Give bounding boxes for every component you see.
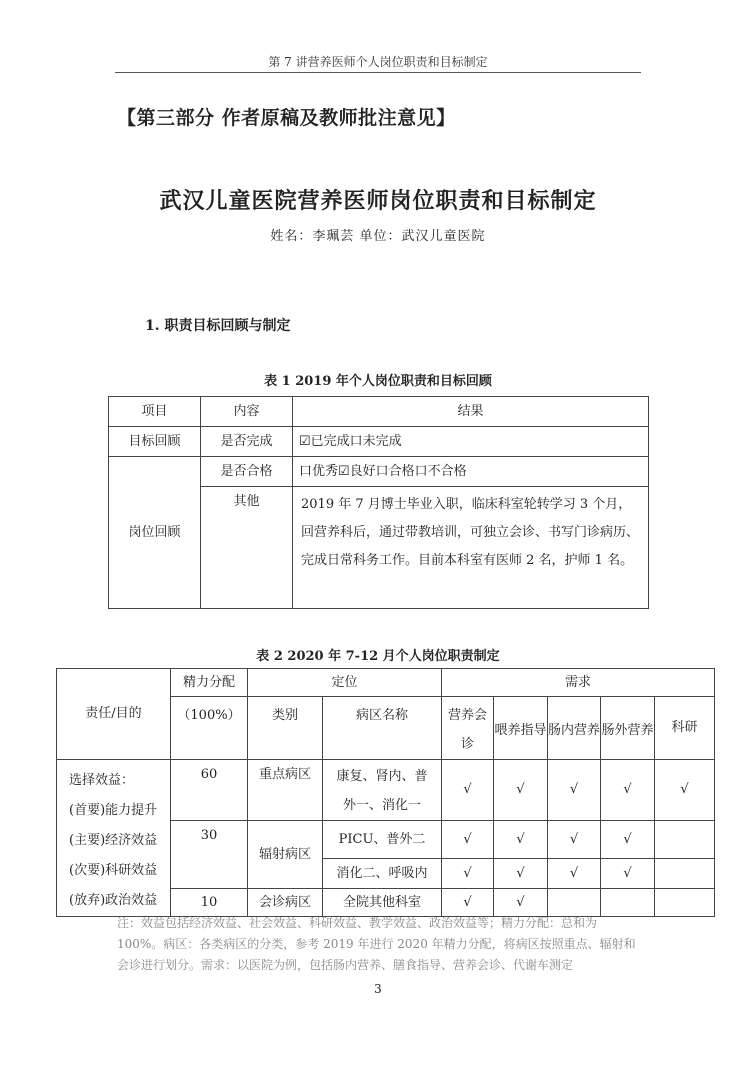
table2-mark-cell: √ [494,889,548,917]
table2-mark-cell: √ [442,760,494,821]
table2-responsibility-cell [57,760,171,917]
responsibility-line: (放弃)政治效益 [69,893,158,908]
table2-mark-cell: √ [601,760,655,821]
table2-ward-cell: 全院其他科室 [323,889,442,917]
table2-mark-cell: √ [548,821,601,859]
table2-header-need: 肠外营养 [601,697,655,760]
table-row [109,427,649,457]
table2-mark-cell [655,889,715,917]
table1-header-content: 内容 [201,397,293,427]
table-row [57,669,715,697]
table2-mark-cell: √ [601,859,655,889]
table-row [109,397,649,427]
running-header: 第 7 讲营养医师个人岗位职责和目标制定 [268,55,488,69]
table1 [108,396,649,609]
table2-header-need: 营养会诊 [442,697,494,760]
responsibility-line: 选择效益： [69,773,135,788]
document-title: 武汉儿童医院营养医师岗位职责和目标制定 [159,188,597,214]
table2-header-need: 科研 [655,697,715,760]
table2-effort-cell: 60 [171,760,248,821]
table1-cell: 是否合格 [201,457,293,487]
table2-category-cell: 会诊病区 [248,889,323,917]
table1-cell: ☑已完成口未完成 [293,427,649,457]
table2 [56,668,715,917]
table1-cell: 是否完成 [201,427,293,457]
section-heading: 1. 职责目标回顾与制定 [145,318,291,334]
table2-mark-cell: √ [442,889,494,917]
table1-cell: 其他 [201,487,293,609]
table2-effort-cell: 10 [171,889,248,917]
table-row [57,760,715,821]
table2-mark-cell: √ [548,859,601,889]
table2-header-ward: 病区名称 [323,697,442,760]
page-number: 3 [374,982,382,996]
table-row [109,457,649,487]
table1-cell: 岗位回顾 [109,457,201,609]
table2-ward-cell: 消化二、呼吸内 [323,859,442,889]
responsibility-line: (次要)科研效益 [69,863,158,878]
table2-mark-cell: √ [494,859,548,889]
table2-category-cell: 重点病区 [248,760,323,821]
table2-mark-cell: √ [548,760,601,821]
table2-header-needs: 需求 [442,669,715,697]
table2-header-need: 肠内营养 [548,697,601,760]
table2-mark-cell: √ [494,821,548,859]
author-line: 姓名：李珮芸 单位：武汉儿童医院 [270,229,486,244]
table1-header-item: 项目 [109,397,201,427]
responsibility-line: (主要)经济效益 [69,833,158,848]
table2-mark-cell: √ [494,760,548,821]
responsibility-line: (首要)能力提升 [69,803,158,818]
table2-mark-cell: √ [442,859,494,889]
table2-header-effort: 精力分配 [171,669,248,697]
table2-caption: 表 2 2020 年 7-12 月个人岗位职责制定 [256,649,500,664]
table2-header-responsibility: 责任/目的 [57,669,171,760]
table2-mark-cell: √ [601,821,655,859]
header-divider [115,72,641,73]
footnote: 注：效益包括经济效益、社会效益、科研效益、教学效益、政治效益等；精力分配：总和为 100%。病区：各类病区的分类，参考 2019 年进行 2020 年精力分配，将病区按照重点、辐射和会诊进行划分。需求：以医院为例，包括肠内营养、膳食指导、营养会诊、代谢车测定 [117,916,636,972]
table1-cell: 2019 年 7 月博士毕业入职，临床科室轮转学习 3 个月，回营养科后，通过带教培训，可独立会诊、书写门诊病历、完成日常科务工作。目前本科室有医师 2 名，护师 1 名。 [293,487,649,609]
table1-caption: 表 1 2019 年个人岗位职责和目标回顾 [264,374,492,389]
table2-header-category: 类别 [248,697,323,760]
table2-ward-cell: PICU、普外二 [323,821,442,859]
table1-header-result: 结果 [293,397,649,427]
table2-mark-cell: √ [655,760,715,821]
table2-header-need: 喂养指导 [494,697,548,760]
table1-cell: 目标回顾 [109,427,201,457]
table2-mark-cell: √ [442,821,494,859]
table2-header-effort-sub: （100%） [171,697,248,760]
part-title: 【第三部分 作者原稿及教师批注意见】 [117,107,456,129]
table2-mark-cell [655,821,715,859]
table2-mark-cell [655,859,715,889]
table2-header-position: 定位 [248,669,442,697]
table2-ward-cell: 康复、肾内、普外一、消化一 [323,760,442,821]
table2-effort-cell: 30 [171,821,248,889]
table2-category-cell: 辐射病区 [248,821,323,889]
table1-cell: 口优秀☑良好口合格口不合格 [293,457,649,487]
